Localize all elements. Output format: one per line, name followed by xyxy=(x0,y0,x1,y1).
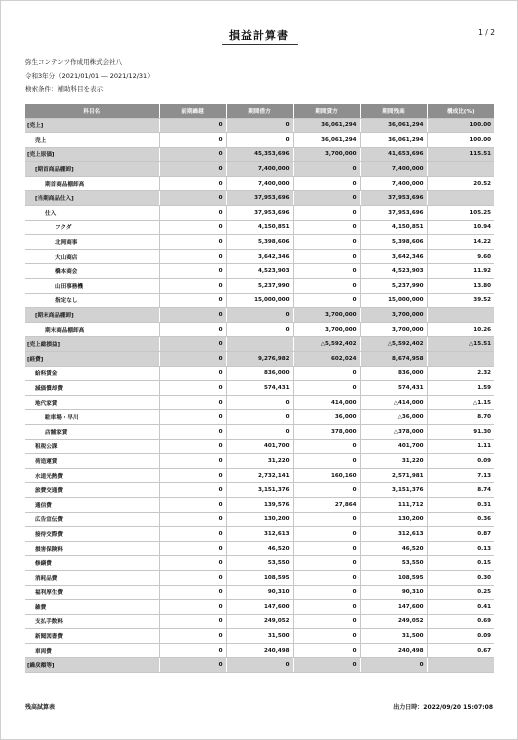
value-cell xyxy=(427,658,494,673)
value-cell: 4,523,903 xyxy=(360,264,427,279)
account-name-cell: 広告宣伝費 xyxy=(25,512,159,527)
value-cell: 53,550 xyxy=(360,556,427,571)
value-cell: 0 xyxy=(159,527,226,542)
company-name: 弥生コンテンツ作成用株式会社八 xyxy=(25,58,123,66)
table-row xyxy=(25,191,494,206)
table-row xyxy=(25,585,494,600)
table-row xyxy=(25,308,494,323)
value-cell: 0 xyxy=(159,249,226,264)
account-name-cell: 給料賃金 xyxy=(25,366,159,381)
account-name-cell: 雑費 xyxy=(25,600,159,615)
value-cell: 0 xyxy=(226,308,293,323)
column-header-opening-balance: 前期繰越 xyxy=(159,104,226,118)
value-cell: 0 xyxy=(159,512,226,527)
account-name-cell: 消耗品費 xyxy=(25,570,159,585)
value-cell: 36,061,294 xyxy=(293,118,360,133)
value-cell: 0 xyxy=(159,541,226,556)
value-cell: 836,000 xyxy=(226,366,293,381)
value-cell: 240,498 xyxy=(226,643,293,658)
account-name-cell: 荷造運賃 xyxy=(25,454,159,469)
value-cell: 0 xyxy=(159,264,226,279)
value-cell: 0 xyxy=(159,556,226,571)
value-cell: 1.11 xyxy=(427,439,494,454)
value-cell: 31,220 xyxy=(226,454,293,469)
account-name-cell: 北岡商事 xyxy=(25,235,159,250)
value-cell: 7,400,000 xyxy=(360,162,427,177)
table-row xyxy=(25,381,494,396)
value-cell: 836,000 xyxy=(360,366,427,381)
table-row xyxy=(25,658,494,673)
value-cell: 0 xyxy=(159,600,226,615)
table-row xyxy=(25,541,494,556)
value-cell: 0 xyxy=(293,293,360,308)
value-cell: 108,595 xyxy=(226,570,293,585)
value-cell: 3,151,376 xyxy=(226,483,293,498)
value-cell: 0 xyxy=(159,176,226,191)
value-cell: 36,061,294 xyxy=(293,133,360,148)
value-cell: △414,000 xyxy=(360,395,427,410)
account-name-cell: 仕入 xyxy=(25,206,159,221)
value-cell: 0.41 xyxy=(427,600,494,615)
value-cell: 3,642,346 xyxy=(226,249,293,264)
account-name-cell: 減価償却費 xyxy=(25,381,159,396)
value-cell: 0 xyxy=(293,643,360,658)
value-cell: 0.09 xyxy=(427,629,494,644)
table-row xyxy=(25,483,494,498)
value-cell: 0 xyxy=(159,643,226,658)
footer-report-name: 残高試算表 xyxy=(25,704,56,711)
value-cell: 111,712 xyxy=(360,497,427,512)
value-cell: 100.00 xyxy=(427,118,494,133)
value-cell: 312,613 xyxy=(360,527,427,542)
column-header-period-debit: 期間借方 xyxy=(226,104,293,118)
account-name-cell: 店舗家賃 xyxy=(25,424,159,439)
value-cell: 401,700 xyxy=(360,439,427,454)
value-cell: 0 xyxy=(159,629,226,644)
table-row xyxy=(25,133,494,148)
value-cell: △15.51 xyxy=(427,337,494,352)
value-cell: 13.80 xyxy=(427,279,494,294)
value-cell: 7,400,000 xyxy=(226,176,293,191)
account-name-cell: 売上 xyxy=(25,133,159,148)
account-name-cell: [当期商品仕入] xyxy=(25,191,159,206)
value-cell: 240,498 xyxy=(360,643,427,658)
value-cell: 39.52 xyxy=(427,293,494,308)
value-cell: △1.15 xyxy=(427,395,494,410)
value-cell: 0 xyxy=(293,366,360,381)
value-cell: △5,592,402 xyxy=(360,337,427,352)
table-row xyxy=(25,235,494,250)
page-number: 1 / 2 xyxy=(478,28,495,37)
table-row xyxy=(25,410,494,425)
value-cell: 0 xyxy=(293,454,360,469)
value-cell: 0.25 xyxy=(427,585,494,600)
table-row xyxy=(25,176,494,191)
value-cell: 414,000 xyxy=(293,395,360,410)
value-cell: 0 xyxy=(159,468,226,483)
footer-output-datetime: 出力日時：2022/09/20 15:07:08 xyxy=(393,704,493,711)
value-cell: 0 xyxy=(159,191,226,206)
account-name-cell: 接待交際費 xyxy=(25,527,159,542)
table-row xyxy=(25,322,494,337)
value-cell: 0 xyxy=(159,381,226,396)
value-cell: 41,653,696 xyxy=(360,147,427,162)
account-name-cell: [期末商品棚卸] xyxy=(25,308,159,323)
value-cell: 0 xyxy=(293,176,360,191)
value-cell: 5,398,606 xyxy=(360,235,427,250)
value-cell: 36,000 xyxy=(293,410,360,425)
table-row xyxy=(25,556,494,571)
value-cell: 0 xyxy=(293,585,360,600)
value-cell: 0 xyxy=(293,600,360,615)
value-cell: 0.09 xyxy=(427,454,494,469)
value-cell: 0 xyxy=(159,133,226,148)
value-cell: 0 xyxy=(226,118,293,133)
value-cell xyxy=(427,352,494,367)
value-cell: 0.69 xyxy=(427,614,494,629)
table-row xyxy=(25,352,494,367)
value-cell: 46,520 xyxy=(226,541,293,556)
value-cell: 0 xyxy=(159,614,226,629)
value-cell: 4,150,851 xyxy=(226,220,293,235)
value-cell: 0 xyxy=(293,381,360,396)
table-row xyxy=(25,570,494,585)
value-cell xyxy=(427,162,494,177)
value-cell: 378,000 xyxy=(293,424,360,439)
table-row xyxy=(25,147,494,162)
value-cell: 0 xyxy=(226,410,293,425)
value-cell: 3,700,000 xyxy=(360,308,427,323)
value-cell: 0 xyxy=(226,322,293,337)
value-cell: 100.00 xyxy=(427,133,494,148)
account-name-cell: [期首商品棚卸] xyxy=(25,162,159,177)
value-cell: 46,520 xyxy=(360,541,427,556)
value-cell: 15,000,000 xyxy=(226,293,293,308)
fiscal-period: 令和3年分（2021/01/01 ― 2021/12/31） xyxy=(25,72,154,80)
value-cell: 3,700,000 xyxy=(293,322,360,337)
table-row xyxy=(25,118,494,133)
value-cell: 53,550 xyxy=(226,556,293,571)
value-cell: 0 xyxy=(159,220,226,235)
value-cell: 8.74 xyxy=(427,483,494,498)
value-cell: △5,592,402 xyxy=(293,337,360,352)
table-row xyxy=(25,439,494,454)
value-cell: 0 xyxy=(159,235,226,250)
value-cell: 0 xyxy=(159,352,226,367)
account-name-cell: 支払手数料 xyxy=(25,614,159,629)
value-cell: 0 xyxy=(293,220,360,235)
value-cell: 7.13 xyxy=(427,468,494,483)
value-cell: 147,600 xyxy=(360,600,427,615)
account-name-cell: 駐車場・早川 xyxy=(25,410,159,425)
value-cell: 0 xyxy=(159,308,226,323)
value-cell: 0 xyxy=(293,206,360,221)
account-name-cell: 橋本商会 xyxy=(25,264,159,279)
value-cell: 147,600 xyxy=(226,600,293,615)
value-cell: 0 xyxy=(159,570,226,585)
value-cell: 0 xyxy=(293,162,360,177)
value-cell: 5,398,606 xyxy=(226,235,293,250)
value-cell xyxy=(226,337,293,352)
account-name-cell: 車両費 xyxy=(25,643,159,658)
value-cell: 8,674,958 xyxy=(360,352,427,367)
value-cell xyxy=(427,308,494,323)
value-cell: 401,700 xyxy=(226,439,293,454)
value-cell: △378,000 xyxy=(360,424,427,439)
value-cell: 2.32 xyxy=(427,366,494,381)
value-cell: 2,732,141 xyxy=(226,468,293,483)
value-cell: △36,000 xyxy=(360,410,427,425)
title-underline xyxy=(222,44,298,45)
table-row xyxy=(25,527,494,542)
value-cell: 0 xyxy=(360,658,427,673)
table-row xyxy=(25,395,494,410)
account-name-cell: 水道光熱費 xyxy=(25,468,159,483)
value-cell: 37,953,696 xyxy=(360,206,427,221)
search-condition: 検索条件：補助科目を表示 xyxy=(25,85,103,93)
account-name-cell: 地代家賃 xyxy=(25,395,159,410)
value-cell: 160,160 xyxy=(293,468,360,483)
income-statement-table xyxy=(25,104,494,673)
value-cell: 0 xyxy=(159,279,226,294)
table-row xyxy=(25,293,494,308)
value-cell: 31,500 xyxy=(360,629,427,644)
column-header-period-credit: 期間貸方 xyxy=(293,104,360,118)
value-cell: 45,353,696 xyxy=(226,147,293,162)
value-cell: 14.22 xyxy=(427,235,494,250)
value-cell: 0.31 xyxy=(427,497,494,512)
value-cell: 3,700,000 xyxy=(293,308,360,323)
account-name-cell: 期首商品棚卸高 xyxy=(25,176,159,191)
table-row xyxy=(25,264,494,279)
account-name-cell: 新聞図書費 xyxy=(25,629,159,644)
value-cell: 0 xyxy=(159,206,226,221)
value-cell: 0 xyxy=(159,658,226,673)
value-cell: 37,953,696 xyxy=(226,206,293,221)
value-cell: 139,576 xyxy=(226,497,293,512)
value-cell: 0 xyxy=(159,366,226,381)
value-cell: 37,953,696 xyxy=(360,191,427,206)
value-cell: 0 xyxy=(293,235,360,250)
value-cell: 0.13 xyxy=(427,541,494,556)
table-row xyxy=(25,497,494,512)
value-cell: 36,061,294 xyxy=(360,133,427,148)
value-cell: 3,151,376 xyxy=(360,483,427,498)
value-cell: 0 xyxy=(293,512,360,527)
account-name-cell: 旅費交通費 xyxy=(25,483,159,498)
value-cell: 0 xyxy=(226,658,293,673)
value-cell: 108,595 xyxy=(360,570,427,585)
table-row xyxy=(25,206,494,221)
table-row xyxy=(25,249,494,264)
value-cell: 3,642,346 xyxy=(360,249,427,264)
account-name-cell: 大山商店 xyxy=(25,249,159,264)
value-cell: 0 xyxy=(159,497,226,512)
account-name-cell: [売上総損益] xyxy=(25,337,159,352)
table-row xyxy=(25,614,494,629)
value-cell xyxy=(427,191,494,206)
value-cell: 0 xyxy=(159,162,226,177)
value-cell: 0 xyxy=(293,541,360,556)
value-cell: 10.94 xyxy=(427,220,494,235)
value-cell: 9.60 xyxy=(427,249,494,264)
value-cell: 130,200 xyxy=(360,512,427,527)
value-cell: 0 xyxy=(293,629,360,644)
value-cell: 0.87 xyxy=(427,527,494,542)
value-cell: 0 xyxy=(293,191,360,206)
value-cell: 7,400,000 xyxy=(226,162,293,177)
value-cell: 0 xyxy=(159,454,226,469)
value-cell: 249,052 xyxy=(360,614,427,629)
value-cell: 37,953,696 xyxy=(226,191,293,206)
report-title: 損益計算書 xyxy=(229,29,289,42)
table-row xyxy=(25,220,494,235)
value-cell: 4,523,903 xyxy=(226,264,293,279)
value-cell: 0 xyxy=(293,264,360,279)
value-cell: 0 xyxy=(159,322,226,337)
account-name-cell: 山田事務機 xyxy=(25,279,159,294)
account-name-cell: 期末商品棚卸高 xyxy=(25,322,159,337)
value-cell: 5,237,990 xyxy=(360,279,427,294)
value-cell: 2,571,981 xyxy=(360,468,427,483)
value-cell: 0 xyxy=(159,337,226,352)
value-cell: 0 xyxy=(159,424,226,439)
value-cell: 7,400,000 xyxy=(360,176,427,191)
account-name-cell: [経費] xyxy=(25,352,159,367)
column-header-period-balance: 期間残高 xyxy=(360,104,427,118)
value-cell: 27,864 xyxy=(293,497,360,512)
value-cell: 574,431 xyxy=(360,381,427,396)
value-cell: 0.36 xyxy=(427,512,494,527)
value-cell: 0 xyxy=(293,279,360,294)
value-cell: 90,310 xyxy=(360,585,427,600)
value-cell: 0 xyxy=(159,439,226,454)
value-cell: 20.52 xyxy=(427,176,494,191)
value-cell: 36,061,294 xyxy=(360,118,427,133)
account-name-cell: [売上原価] xyxy=(25,147,159,162)
table-row xyxy=(25,643,494,658)
value-cell: 602,024 xyxy=(293,352,360,367)
value-cell: 0 xyxy=(293,527,360,542)
value-cell: 0 xyxy=(226,395,293,410)
account-name-cell: 福利厚生費 xyxy=(25,585,159,600)
value-cell: 0 xyxy=(293,556,360,571)
table-row xyxy=(25,424,494,439)
table-row xyxy=(25,512,494,527)
value-cell: 0 xyxy=(293,614,360,629)
value-cell: 91.30 xyxy=(427,424,494,439)
value-cell: 0 xyxy=(159,118,226,133)
table-body xyxy=(25,118,494,673)
value-cell: 249,052 xyxy=(226,614,293,629)
value-cell: 0 xyxy=(293,249,360,264)
table-row xyxy=(25,600,494,615)
table-row xyxy=(25,366,494,381)
value-cell: 31,500 xyxy=(226,629,293,644)
account-name-cell: [繰戻額等] xyxy=(25,658,159,673)
value-cell: 105.25 xyxy=(427,206,494,221)
value-cell: 130,200 xyxy=(226,512,293,527)
value-cell: 0 xyxy=(226,133,293,148)
value-cell: 10.26 xyxy=(427,322,494,337)
value-cell: 0.15 xyxy=(427,556,494,571)
value-cell: 11.92 xyxy=(427,264,494,279)
table-header-row xyxy=(25,104,494,118)
value-cell: 115.51 xyxy=(427,147,494,162)
value-cell: 0 xyxy=(159,483,226,498)
table-row xyxy=(25,468,494,483)
value-cell: 0 xyxy=(159,147,226,162)
value-cell: 4,150,851 xyxy=(360,220,427,235)
account-name-cell: 修繕費 xyxy=(25,556,159,571)
column-header-composition-ratio: 構成比(%) xyxy=(427,104,494,118)
account-name-cell: 租税公課 xyxy=(25,439,159,454)
value-cell: 0.67 xyxy=(427,643,494,658)
table-row xyxy=(25,162,494,177)
value-cell: 312,613 xyxy=(226,527,293,542)
column-header-account: 科目名 xyxy=(25,104,159,118)
value-cell: 574,431 xyxy=(226,381,293,396)
value-cell: 9,276,982 xyxy=(226,352,293,367)
value-cell: 8.70 xyxy=(427,410,494,425)
account-name-cell: 指定なし xyxy=(25,293,159,308)
table-row xyxy=(25,454,494,469)
value-cell: 31,220 xyxy=(360,454,427,469)
value-cell: 0 xyxy=(226,424,293,439)
value-cell: 15,000,000 xyxy=(360,293,427,308)
value-cell: 0 xyxy=(159,585,226,600)
value-cell: 0 xyxy=(159,410,226,425)
account-name-cell: [売上] xyxy=(25,118,159,133)
value-cell: 0 xyxy=(293,658,360,673)
account-name-cell: 損害保険料 xyxy=(25,541,159,556)
account-name-cell: フクダ xyxy=(25,220,159,235)
value-cell: 90,310 xyxy=(226,585,293,600)
table-row xyxy=(25,337,494,352)
value-cell: 0 xyxy=(293,570,360,585)
value-cell: 0.30 xyxy=(427,570,494,585)
value-cell: 0 xyxy=(293,439,360,454)
account-name-cell: 通信費 xyxy=(25,497,159,512)
value-cell: 3,700,000 xyxy=(293,147,360,162)
value-cell: 0 xyxy=(293,483,360,498)
table-row xyxy=(25,629,494,644)
value-cell: 0 xyxy=(159,293,226,308)
value-cell: 1.59 xyxy=(427,381,494,396)
value-cell: 3,700,000 xyxy=(360,322,427,337)
table-row xyxy=(25,279,494,294)
value-cell: 5,237,990 xyxy=(226,279,293,294)
value-cell: 0 xyxy=(159,395,226,410)
